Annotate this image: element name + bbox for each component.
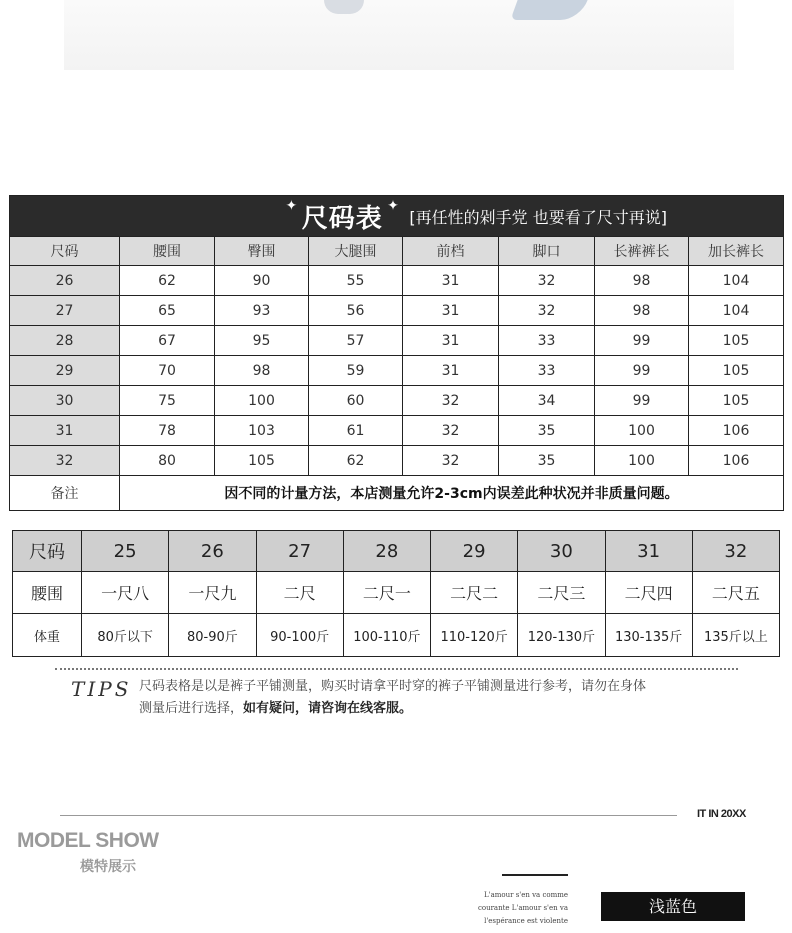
table-cell: 31 <box>10 416 120 446</box>
table-cell: 二尺四 <box>605 572 692 614</box>
table-cell: 99 <box>595 356 689 386</box>
table-cell: 110-120斤 <box>431 614 518 657</box>
column-header: 腰围 <box>120 237 215 266</box>
table-cell: 105 <box>689 386 784 416</box>
table-cell: 61 <box>309 416 403 446</box>
tips-heading: TIPS <box>71 677 132 701</box>
table-cell: 80 <box>120 446 215 476</box>
table-row <box>10 446 784 476</box>
section-divider <box>60 815 677 816</box>
table-cell: 二尺二 <box>431 572 518 614</box>
size-chart-title-row <box>10 196 784 237</box>
table-cell: 98 <box>215 356 309 386</box>
table-cell: 100 <box>595 446 689 476</box>
table-cell: 93 <box>215 296 309 326</box>
tips-line-2 <box>139 698 739 720</box>
table-cell: 32 <box>403 416 499 446</box>
note-row <box>10 476 784 511</box>
table-cell: 99 <box>595 386 689 416</box>
quote-line: l'espérance est violente <box>484 917 568 925</box>
model-show-heading: MODEL SHOW <box>17 829 159 852</box>
table-cell: 55 <box>309 266 403 296</box>
table-cell: 29 <box>10 356 120 386</box>
quote-line: L'amour s'en va comme <box>484 891 568 899</box>
table-cell: 27 <box>10 296 120 326</box>
table-cell: 98 <box>595 266 689 296</box>
table-cell: 31 <box>403 356 499 386</box>
table-cell: 31 <box>605 531 692 572</box>
table-cell: 99 <box>595 326 689 356</box>
table-cell: 34 <box>499 386 595 416</box>
jeans-photo-fragment <box>510 0 587 20</box>
table-cell: 59 <box>309 356 403 386</box>
table-cell: 100 <box>595 416 689 446</box>
table-cell: 32 <box>499 266 595 296</box>
size-chart-title: 尺码表 <box>301 203 383 234</box>
table-cell: 一尺九 <box>169 572 256 614</box>
note-text: 因不同的计量方法，本店测量允许2-3cm内误差此种状况并非质量问题。 <box>120 476 784 511</box>
size-chart-subtitle: [再任性的剁手党 也要看了尺寸再说] <box>409 207 667 227</box>
table-cell: 103 <box>215 416 309 446</box>
table-row <box>10 266 784 296</box>
row-label: 体重 <box>13 614 82 657</box>
table-cell: 98 <box>595 296 689 326</box>
note-label: 备注 <box>10 476 120 511</box>
column-header: 大腿围 <box>309 237 403 266</box>
table-cell: 67 <box>120 326 215 356</box>
column-header: 尺码 <box>10 237 120 266</box>
table-cell: 106 <box>689 446 784 476</box>
table-cell: 一尺八 <box>82 572 169 614</box>
table-cell: 57 <box>309 326 403 356</box>
table-cell: 31 <box>403 266 499 296</box>
table-cell: 60 <box>309 386 403 416</box>
table-cell: 二尺三 <box>518 572 605 614</box>
size-chart-header-row <box>10 237 784 266</box>
table-row <box>10 386 784 416</box>
table-row <box>10 356 784 386</box>
it-in-label: IT IN 20XX <box>697 808 746 820</box>
weight-row <box>13 614 780 657</box>
table-cell: 31 <box>403 326 499 356</box>
table-cell: 105 <box>215 446 309 476</box>
tips-line-2-bold: 如有疑问，请咨询在线客服。 <box>243 701 413 716</box>
table-cell: 70 <box>120 356 215 386</box>
table-cell: 26 <box>10 266 120 296</box>
table-row <box>10 296 784 326</box>
table-cell: 80斤以下 <box>82 614 169 657</box>
quote-line: courante L'amour s'en va <box>477 904 568 912</box>
table-cell: 35 <box>499 416 595 446</box>
table-cell: 130-135斤 <box>605 614 692 657</box>
quote-divider <box>502 874 568 876</box>
column-header: 加长裤长 <box>689 237 784 266</box>
dotted-divider <box>55 668 738 670</box>
table-cell: 90-100斤 <box>256 614 343 657</box>
table-cell: 100-110斤 <box>343 614 430 657</box>
table-cell: 32 <box>403 386 499 416</box>
table-cell: 二尺五 <box>692 572 779 614</box>
table-cell: 105 <box>689 356 784 386</box>
french-quote <box>470 889 568 928</box>
table-cell: 100 <box>215 386 309 416</box>
table-cell: 80-90斤 <box>169 614 256 657</box>
table-cell: 二尺一 <box>343 572 430 614</box>
table-cell: 30 <box>518 531 605 572</box>
table-cell: 28 <box>343 531 430 572</box>
table-cell: 78 <box>120 416 215 446</box>
size-row <box>13 531 780 572</box>
table-row <box>10 416 784 446</box>
column-header: 前档 <box>403 237 499 266</box>
table-cell: 33 <box>499 356 595 386</box>
table-cell: 56 <box>309 296 403 326</box>
table-cell: 35 <box>499 446 595 476</box>
weight-chart-table <box>12 530 780 657</box>
product-photo-strip <box>64 0 734 70</box>
table-cell: 120-130斤 <box>518 614 605 657</box>
table-cell: 95 <box>215 326 309 356</box>
table-cell: 29 <box>431 531 518 572</box>
table-cell: 62 <box>120 266 215 296</box>
table-cell: 26 <box>169 531 256 572</box>
color-label: 浅蓝色 <box>601 892 745 921</box>
table-cell: 33 <box>499 326 595 356</box>
waist-row <box>13 572 780 614</box>
jeans-photo-fragment <box>324 0 364 14</box>
table-cell: 二尺 <box>256 572 343 614</box>
sparkle-icon: ✦ <box>387 197 399 214</box>
size-chart-table <box>9 195 784 511</box>
table-cell: 32 <box>692 531 779 572</box>
table-cell: 106 <box>689 416 784 446</box>
row-label: 腰围 <box>13 572 82 614</box>
table-cell: 104 <box>689 296 784 326</box>
table-cell: 28 <box>10 326 120 356</box>
table-cell: 32 <box>499 296 595 326</box>
table-cell: 31 <box>403 296 499 326</box>
tips-line-2-plain: 测量后进行选择， <box>139 701 244 716</box>
sparkle-icon: ✦ <box>285 197 298 214</box>
table-cell: 32 <box>403 446 499 476</box>
table-cell: 105 <box>689 326 784 356</box>
table-cell: 62 <box>309 446 403 476</box>
table-cell: 30 <box>10 386 120 416</box>
table-row <box>10 326 784 356</box>
column-header: 臀围 <box>215 237 309 266</box>
tips-line-1: 尺码表格是以是裤子平铺测量，购买时请拿平时穿的裤子平铺测量进行参考，请勿在身体 <box>139 679 647 694</box>
table-cell: 135斤以上 <box>692 614 779 657</box>
model-show-subheading: 模特展示 <box>80 859 136 875</box>
column-header: 脚口 <box>499 237 595 266</box>
column-header: 长裤裤长 <box>595 237 689 266</box>
table-cell: 90 <box>215 266 309 296</box>
table-cell: 32 <box>10 446 120 476</box>
tips-text <box>139 676 739 720</box>
table-cell: 104 <box>689 266 784 296</box>
table-cell: 65 <box>120 296 215 326</box>
table-cell: 75 <box>120 386 215 416</box>
row-label: 尺码 <box>13 531 82 572</box>
table-cell: 25 <box>82 531 169 572</box>
table-cell: 27 <box>256 531 343 572</box>
